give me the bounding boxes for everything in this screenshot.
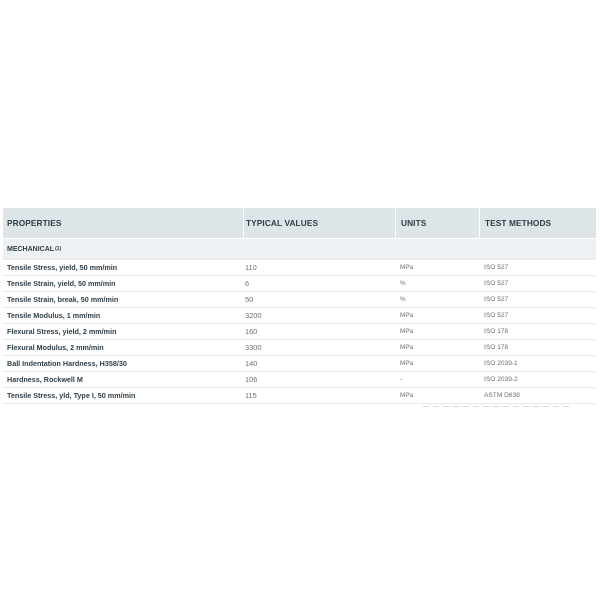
cell-property: Tensile Stress, yld, Type I, 50 mm/min bbox=[7, 391, 136, 400]
cell-unit: MPa bbox=[400, 264, 414, 271]
cell-method: ISO 527 bbox=[484, 280, 509, 287]
table-row bbox=[3, 276, 596, 292]
table-header-row bbox=[3, 208, 596, 239]
section-mechanical bbox=[3, 239, 596, 260]
header-units: UNITS bbox=[395, 208, 479, 238]
cell-property: Tensile Stress, yield, 50 mm/min bbox=[7, 263, 118, 272]
section-label: MECHANICAL bbox=[7, 245, 55, 253]
cell-property: Ball Indentation Hardness, H358/30 bbox=[7, 359, 127, 368]
cell-method: ASTM D638 bbox=[484, 392, 520, 399]
cell-method: ISO 527 bbox=[484, 264, 509, 271]
cell-method: ISO 178 bbox=[484, 344, 509, 351]
cell-method: ISO 2039-2 bbox=[484, 376, 518, 383]
table-row bbox=[3, 308, 596, 324]
cell-unit: % bbox=[400, 296, 406, 303]
cell-unit: MPa bbox=[400, 344, 414, 351]
cell-unit: - bbox=[400, 376, 403, 383]
cell-property: Tensile Modulus, 1 mm/min bbox=[7, 311, 101, 320]
cropped-row-edge bbox=[3, 404, 596, 409]
cell-value: 50 bbox=[245, 295, 254, 304]
table-row bbox=[3, 292, 596, 308]
cell-value: 106 bbox=[245, 375, 258, 384]
cell-property: Tensile Strain, yield, 50 mm/min bbox=[7, 279, 116, 288]
header-typical-values: TYPICAL VALUES bbox=[243, 208, 395, 238]
cell-value: 3300 bbox=[245, 343, 262, 352]
table-body bbox=[3, 260, 596, 404]
cell-value: 115 bbox=[245, 391, 257, 400]
cell-unit: MPa bbox=[400, 312, 414, 319]
cell-property: Hardness, Rockwell M bbox=[7, 375, 83, 384]
table-row bbox=[3, 388, 596, 404]
cell-property: Flexural Modulus, 2 mm/min bbox=[7, 343, 104, 352]
table-row bbox=[3, 324, 596, 340]
cell-method: ISO 527 bbox=[484, 296, 509, 303]
cell-value: 160 bbox=[245, 327, 258, 336]
properties-table bbox=[3, 208, 596, 409]
cropped-text-residue bbox=[423, 406, 573, 407]
cell-method: ISO 178 bbox=[484, 328, 509, 335]
cell-value: 110 bbox=[245, 263, 257, 272]
table-row bbox=[3, 372, 596, 388]
section-footnote: (1) bbox=[55, 246, 62, 252]
cell-unit: MPa bbox=[400, 360, 414, 367]
cell-property: Flexural Stress, yield, 2 mm/min bbox=[7, 327, 117, 336]
cell-unit: MPa bbox=[400, 392, 414, 399]
cell-property: Tensile Strain, break, 50 mm/min bbox=[7, 295, 119, 304]
cell-value: 3200 bbox=[245, 311, 262, 320]
cell-value: 6 bbox=[245, 279, 250, 288]
header-properties: PROPERTIES bbox=[7, 218, 62, 228]
cell-unit: MPa bbox=[400, 328, 414, 335]
cell-method: ISO 527 bbox=[484, 312, 509, 319]
cell-method: ISO 2039-1 bbox=[484, 360, 518, 367]
table-row bbox=[3, 356, 596, 372]
cell-unit: % bbox=[400, 280, 406, 287]
cell-value: 140 bbox=[245, 359, 258, 368]
table-row bbox=[3, 340, 596, 356]
table-row bbox=[3, 260, 596, 276]
header-test-methods: TEST METHODS bbox=[479, 208, 596, 238]
